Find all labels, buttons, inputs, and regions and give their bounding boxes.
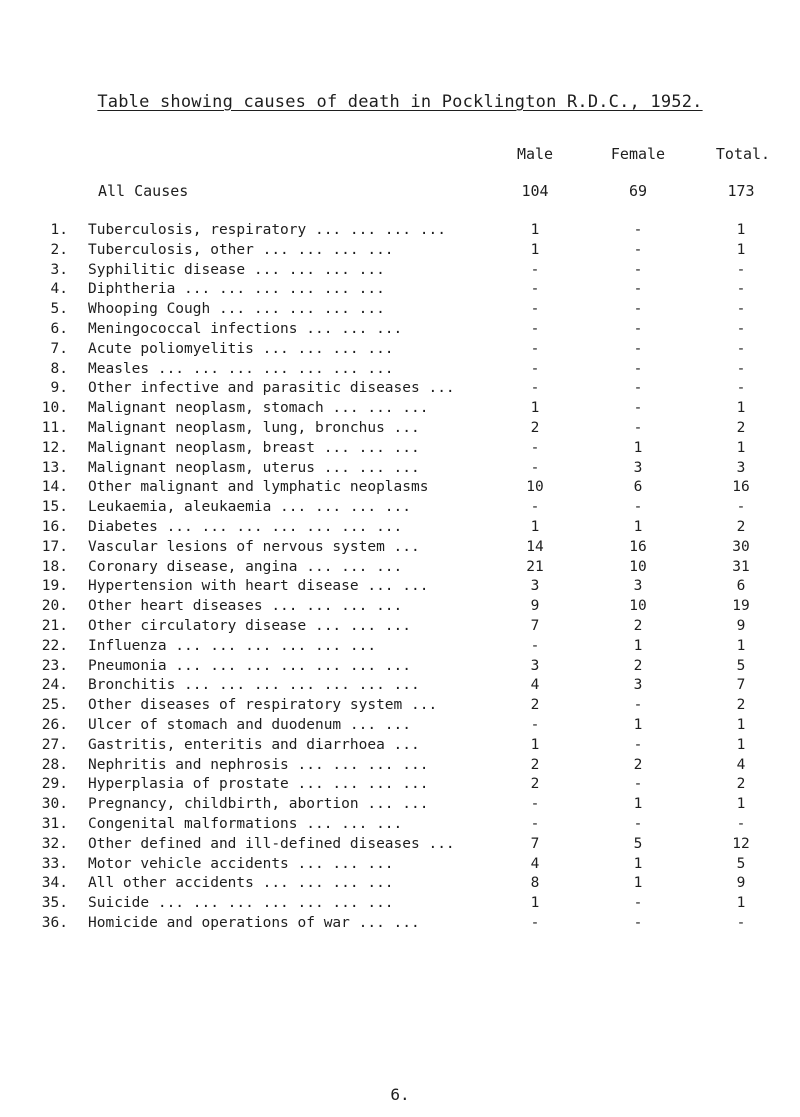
male-count: - [530,499,540,516]
row-number: 9. [50,380,68,397]
female-count: - [633,400,643,417]
row-number: 26. [41,716,68,733]
all-causes-label: All Causes [98,182,189,200]
female-count: - [633,697,643,714]
row-number: 29. [41,776,68,793]
cause-label: Malignant neoplasm, stomach ... ... ... [88,400,429,417]
row-number: 17. [41,538,68,555]
female-count: 1 [633,518,643,535]
total-count: 1 [736,400,746,417]
total-count: - [736,360,746,377]
female-count: 3 [633,578,643,595]
table-row [0,836,800,856]
male-count: - [530,360,540,377]
table-row [0,361,800,381]
row-number: 3. [50,261,68,278]
table-row [0,598,800,618]
row-number: 24. [41,677,68,694]
table-row [0,717,800,737]
row-number: 1. [50,222,68,238]
table-row [0,380,800,400]
column-header-female: Female [610,145,666,163]
cause-label: Other infective and parasitic diseases ... [88,380,455,397]
total-count: 1 [736,716,746,733]
total-count: 1 [736,796,746,813]
table-row [0,578,800,598]
total-count: 5 [736,657,746,674]
male-count: 21 [526,558,544,575]
table-row [0,559,800,579]
cause-label: All other accidents ... ... ... ... [88,875,394,892]
total-count: 19 [732,598,750,615]
cause-label: Hypertension with heart disease ... ... [88,578,429,595]
table-row [0,262,800,282]
male-count: 1 [530,241,540,258]
table-row [0,618,800,638]
total-count: 30 [732,538,750,555]
total-count: - [736,281,746,298]
table-row [0,776,800,796]
table-row [0,440,800,460]
total-count: - [736,301,746,318]
female-count: - [633,914,643,931]
male-count: 2 [530,756,540,773]
row-number: 10. [41,400,68,417]
cause-label: Whooping Cough ... ... ... ... ... [88,301,385,318]
total-count: 1 [736,637,746,654]
total-count: 1 [736,439,746,456]
table-row [0,816,800,836]
male-count: 4 [530,677,540,694]
male-count: 3 [530,578,540,595]
female-count: - [633,736,643,753]
row-number: 27. [41,736,68,753]
female-count: 6 [633,479,643,496]
female-count: - [633,776,643,793]
total-count: - [736,499,746,516]
row-number: 4. [50,281,68,298]
male-count: 7 [530,835,540,852]
cause-label: Pneumonia ... ... ... ... ... ... ... [88,657,412,674]
cause-label: Diphtheria ... ... ... ... ... ... [88,281,385,298]
total-count: 6 [736,578,746,595]
table-row [0,875,800,895]
causes-table [0,222,800,935]
female-count: - [633,895,643,912]
total-count: - [736,380,746,397]
male-count: 3 [530,657,540,674]
female-count: 5 [633,835,643,852]
male-count: - [530,261,540,278]
total-count: - [736,340,746,357]
cause-label: Pregnancy, childbirth, abortion ... ... [88,796,429,813]
row-number: 30. [41,796,68,813]
total-count: - [736,320,746,337]
female-count: 3 [633,677,643,694]
table-row [0,460,800,480]
female-count: - [633,419,643,436]
total-count: 1 [736,736,746,753]
total-count: 2 [736,776,746,793]
row-number: 13. [41,459,68,476]
female-count: - [633,281,643,298]
row-number: 31. [41,815,68,832]
page-number: 6. [390,1085,410,1104]
table-row [0,321,800,341]
total-count: 3 [736,459,746,476]
male-count: - [530,301,540,318]
table-row [0,697,800,717]
male-count: 1 [530,400,540,417]
cause-label: Diabetes ... ... ... ... ... ... ... [88,518,403,535]
female-count: - [633,340,643,357]
row-number: 18. [41,558,68,575]
row-number: 33. [41,855,68,872]
total-count: 1 [736,222,746,238]
male-count: 2 [530,776,540,793]
row-number: 15. [41,499,68,516]
table-row [0,479,800,499]
cause-label: Malignant neoplasm, uterus ... ... ... [88,459,420,476]
table-row [0,658,800,678]
cause-label: Tuberculosis, respiratory ... ... ... ... [88,222,446,238]
female-count: 1 [633,796,643,813]
row-number: 32. [41,835,68,852]
total-count: 1 [736,241,746,258]
total-count: 2 [736,518,746,535]
table-row [0,895,800,915]
female-count: 10 [629,598,647,615]
column-header-male: Male [516,145,554,163]
total-count: 5 [736,855,746,872]
cause-label: Hyperplasia of prostate ... ... ... ... [88,776,429,793]
row-number: 23. [41,657,68,674]
row-number: 20. [41,598,68,615]
female-count: 1 [633,875,643,892]
cause-label: Suicide ... ... ... ... ... ... ... [88,895,394,912]
male-count: 1 [530,895,540,912]
male-count: 8 [530,875,540,892]
table-row [0,281,800,301]
female-count: - [633,360,643,377]
total-count: 12 [732,835,750,852]
row-number: 19. [41,578,68,595]
cause-label: Influenza ... ... ... ... ... ... [88,637,377,654]
total-count: 9 [736,875,746,892]
cause-label: Leukaemia, aleukaemia ... ... ... ... [88,499,412,516]
cause-label: Motor vehicle accidents ... ... ... [88,855,394,872]
cause-label: Ulcer of stomach and duodenum ... ... [88,716,412,733]
cause-label: Meningococcal infections ... ... ... [88,320,403,337]
row-number: 28. [41,756,68,773]
row-number: 8. [50,360,68,377]
row-number: 16. [41,518,68,535]
table-row [0,757,800,777]
female-count: 1 [633,637,643,654]
row-number: 21. [41,617,68,634]
table-row [0,638,800,658]
row-number: 14. [41,479,68,496]
male-count: 1 [530,736,540,753]
row-number: 22. [41,637,68,654]
female-count: 2 [633,617,643,634]
cause-label: Malignant neoplasm, lung, bronchus ... [88,419,420,436]
female-count: - [633,261,643,278]
column-header-total: Total. [715,145,771,163]
table-row [0,499,800,519]
table-row [0,242,800,262]
female-count: - [633,241,643,258]
female-count: - [633,320,643,337]
table-row [0,539,800,559]
male-count: 1 [530,222,540,238]
row-number: 7. [50,340,68,357]
male-count: 7 [530,617,540,634]
female-count: 1 [633,716,643,733]
total-count: 31 [732,558,750,575]
table-row [0,301,800,321]
all-causes-female: 69 [628,182,648,200]
cause-label: Other circulatory disease ... ... ... [88,617,412,634]
row-number: 25. [41,697,68,714]
row-number: 2. [50,241,68,258]
female-count: - [633,380,643,397]
table-row [0,677,800,697]
cause-label: Congenital malformations ... ... ... [88,815,403,832]
cause-label: Other malignant and lymphatic neoplasms [88,479,429,496]
cause-label: Bronchitis ... ... ... ... ... ... ... [88,677,420,694]
female-count: 10 [629,558,647,575]
male-count: 2 [530,419,540,436]
cause-label: Malignant neoplasm, breast ... ... ... [88,439,420,456]
row-number: 34. [41,875,68,892]
female-count: 16 [629,538,647,555]
female-count: 2 [633,657,643,674]
page-title: Table showing causes of death in Pocklington R.D.C., 1952. [97,92,703,112]
row-number: 36. [41,914,68,931]
table-row [0,856,800,876]
female-count: 2 [633,756,643,773]
total-count: - [736,914,746,931]
all-causes-male: 104 [521,182,549,200]
cause-label: Vascular lesions of nervous system ... [88,538,420,555]
row-number: 11. [41,419,68,436]
total-count: - [736,261,746,278]
total-count: 7 [736,677,746,694]
male-count: - [530,320,540,337]
table-row [0,737,800,757]
cause-label: Syphilitic disease ... ... ... ... [88,261,385,278]
total-count: 9 [736,617,746,634]
cause-label: Tuberculosis, other ... ... ... ... [88,241,394,258]
female-count: - [633,815,643,832]
table-row [0,222,800,242]
female-count: - [633,222,643,238]
female-count: 3 [633,459,643,476]
cause-label: Other defined and ill-defined diseases ... [88,835,455,852]
table-row [0,796,800,816]
female-count: 1 [633,855,643,872]
male-count: - [530,439,540,456]
male-count: - [530,914,540,931]
table-row [0,420,800,440]
male-count: 1 [530,518,540,535]
total-count: 4 [736,756,746,773]
male-count: 9 [530,598,540,615]
cause-label: Acute poliomyelitis ... ... ... ... [88,340,394,357]
cause-label: Measles ... ... ... ... ... ... ... [88,360,394,377]
all-causes-row [0,182,800,204]
male-count: - [530,459,540,476]
total-count: 16 [732,479,750,496]
cause-label: Other heart diseases ... ... ... ... [88,598,403,615]
male-count: - [530,637,540,654]
total-count: - [736,815,746,832]
table-row [0,519,800,539]
cause-label: Coronary disease, angina ... ... ... [88,558,403,575]
male-count: - [530,340,540,357]
total-count: 1 [736,895,746,912]
male-count: 4 [530,855,540,872]
row-number: 12. [41,439,68,456]
male-count: 2 [530,697,540,714]
table-row [0,341,800,361]
male-count: 14 [526,538,544,555]
male-count: - [530,815,540,832]
total-count: 2 [736,697,746,714]
table-row [0,915,800,935]
female-count: - [633,301,643,318]
male-count: 10 [526,479,544,496]
male-count: - [530,380,540,397]
female-count: - [633,499,643,516]
male-count: - [530,796,540,813]
cause-label: Homicide and operations of war ... ... [88,914,420,931]
cause-label: Gastritis, enteritis and diarrhoea ... [88,736,420,753]
total-count: 2 [736,419,746,436]
table-row [0,400,800,420]
male-count: - [530,281,540,298]
female-count: 1 [633,439,643,456]
cause-label: Other diseases of respiratory system ... [88,697,438,714]
row-number: 6. [50,320,68,337]
row-number: 5. [50,301,68,318]
male-count: - [530,716,540,733]
row-number: 35. [41,895,68,912]
all-causes-total: 173 [727,182,755,200]
cause-label: Nephritis and nephrosis ... ... ... ... [88,756,429,773]
